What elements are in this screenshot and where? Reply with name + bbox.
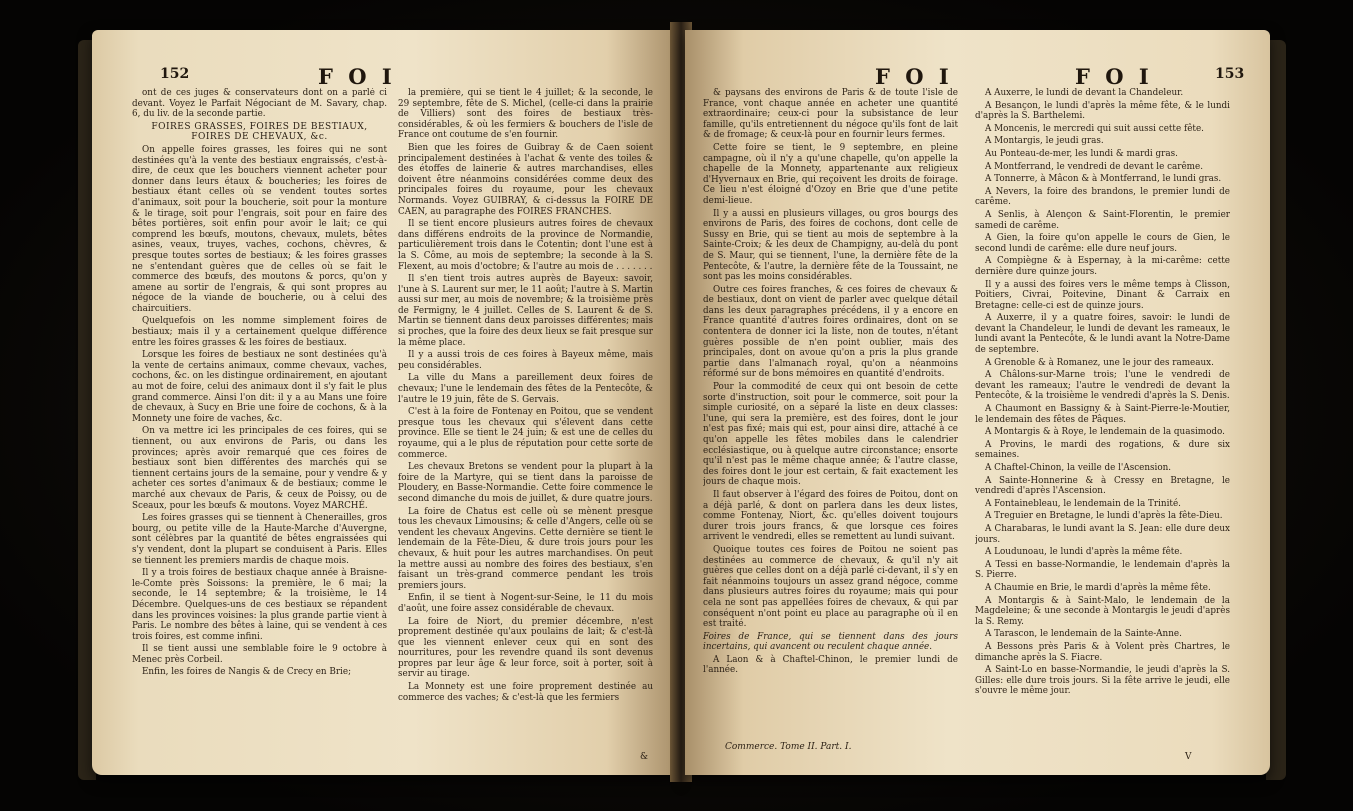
paragraph: A Auxerre, il y a quatre foires, savoir: le lundi de devant la Chandeleur, le lundi de devant les rameaux, le lundi avant la Pentecôte, & le lundi avant la Notre-Dame de septembre.: [975, 313, 1230, 356]
paragraph: Foires de France, qui se tiennent dans des jours incertains, qui avancent ou reculent chaque année.: [703, 631, 958, 653]
paragraph: A Tessi en basse-Normandie, le lendemain d'après la S. Pierre.: [975, 559, 1230, 581]
paragraph: A Grenoble & à Romanez, une le jour des rameaux.: [985, 357, 1214, 368]
paragraph: A Montferrand, le vendredi de devant le carême.: [985, 161, 1204, 172]
paragraph: Les chevaux Bretons se vendent pour la plupart à la foire de la Martyre, qui se tient dans la paroisse de Ploudery, en Basse-Normandie. Cette foire commence le second dimanche du mois de juillet, & dure quatre jours.: [398, 462, 653, 504]
left-page: [92, 30, 677, 775]
paragraph: La foire de Chatus est celle où se mènent presque tous les chevaux Limousins; & celle d'Angers, celle où se vendent les chevaux Angevins. Cette dernière se tient le lendemain de la Fête-Dieu, & dure trois jours pour les chevaux, & huit pour les autres marchandises. On peut la mettre aussi au nombre des foires des bestiaux, s'en faisant un très-grand commerce pendant les trois premiers jours.: [398, 506, 653, 591]
paragraph: A Bessons près Paris & à Volent près Chartres, le dimanche après la S. Fiacre.: [975, 641, 1230, 663]
paragraph: A Treguier en Bretagne, le lundi d'après la fête-Dieu.: [985, 511, 1223, 522]
paragraph: Quoique toutes ces foires de Poitou ne soient pas destinées au commerce de chevaux, & qu'il n'y ait guères que celles dont on a déjà parlé ci-devant, il s'y en fait néanmoins toujours un assez grand négoce, comme dans plusieurs autres foires du royaume; mais qui pour cela ne sont pas appellées foires de chevaux, & qui par conséquent n'ont point eu place au paragraphe où il en est traité.: [703, 544, 958, 630]
paragraph: Il se tient encore plusieurs autres foires de chevaux dans différens endroits de la province de Normandie, particulièrement trois dans le Cotentin; dont l'une est à la S. Côme, au mois de septembre; la seconde à la S. Flexent, au mois d'octobre; & l'autre au mois de . . . . . . .: [398, 219, 653, 272]
paragraph: A Montargis & à Saint-Malo, le lendemain de la Magdeleine; & une seconde à Montargis le jeudi d'après la S. Remy.: [975, 595, 1230, 627]
running-head-repeat: F O I: [1075, 64, 1153, 89]
paragraph: Bien que les foires de Guibray & de Caen soient principalement destinées à l'achat & vente des toiles & des étoffes de lainerie & autres marchandises, elles doivent être néanmoins considérées comme deux des principales foires du royaume, pour les chevaux Normands. Voyez GUIBRAY, & ci-dessus la FOIRE DE CAEN, au paragraphe des FOIRES FRANCHES.: [398, 142, 653, 217]
page-number: 152: [160, 66, 190, 82]
paragraph: Les foires grasses qui se tiennent à Chenerailles, gros bourg, ou petite ville de la Haute-Marche d'Auvergne, sont célèbres par la quantité de bêtes engraissées qui s'y vendent, dont la plupart se conduisent à Paris. Elles se tiennent les premiers mardis de chaque mois.: [132, 513, 387, 566]
right-page: [685, 30, 1270, 775]
paragraph: Outre ces foires franches, & ces foires de chevaux & de bestiaux, dont on vient de parler avec quelque détail dans les deux paragraphes précédens, il y a encore en France quantité d'autres foires ordinaires, dont on se contentera de donner ici la liste, non de toutes, n'étant guères possible de n'en point oublier, mais des principales, dont on avoue qu'on a pris la plus grande partie dans l'almanach royal, qu'on a néanmoins réformé sur de bons mémoires en quantité d'endroits.: [703, 284, 958, 380]
paragraph: A Nevers, la foire des brandons, le premier lundi de carême.: [975, 186, 1230, 208]
paragraph: Cette foire se tient, le 9 septembre, en pleine campagne, où il n'y a qu'une chapelle, qu'on appelle la chapelle de la Monnety, appartenante aux religieux d'Hyvernaux en Brie, qui reçoivent les droits de foirage. Ce lieu n'est éloigné d'Ozoy en Brie que d'une petite demi-lieue.: [703, 142, 958, 206]
paragraph: FOIRES GRASSES, FOIRES DE BESTIAUX, FOIRES DE CHEVAUX, &c.: [151, 121, 368, 143]
paragraph: A Chaftel-Chinon, la veille de l'Ascension.: [985, 463, 1172, 473]
paragraph: A Auxerre, le lundi de devant la Chandeleur.: [985, 88, 1184, 98]
right-column-a: [703, 88, 958, 738]
signature-mark: V: [1185, 752, 1192, 762]
page-number: 153: [1215, 66, 1245, 82]
paragraph: On appelle foires grasses, les foires qui ne sont destinées qu'à la vente des bestiaux engraissés, c'est-à-dire, de ceux que les bouchers viennent acheter pour donner dans leurs étaux & boucheries; les foires de bestiaux étant celles où se vendent toutes sortes d'animaux, soit pour la boucherie, soit pour la monture & le tirage, soit pour l'engrais, soit pour en faire des bêtes portières, soit enfin pour avoir le lait; ce qui comprend les bœufs, moutons, chevaux, mulets, bêtes asines, veaux, truyes, vaches, cochons, chèvres, & presque toutes sortes de bestiaux; & les foires grasses ne s'entendant guères que de celles où se fait le commerce des bœufs, des moutons & porcs, qu'on y amene au sortir de l'engrais, & qui sont propres au négoce de la viande de boucherie, ou à celui des chaircuitiers.: [132, 144, 387, 314]
paragraph: A Chaumie en Brie, le mardi d'après la même fête.: [985, 582, 1211, 593]
paragraph: A Charabaras, le lundi avant la S. Jean: elle dure deux jours.: [975, 523, 1230, 545]
paragraph: Il se tient aussi une semblable foire le 9 octobre à Menec près Corbeil.: [132, 644, 387, 665]
paragraph: Enfin, les foires de Nangis & de Crecy en Brie;: [142, 667, 352, 678]
paragraph: A Senlis, à Alençon & Saint-Florentin, le premier samedi de carême.: [975, 209, 1230, 231]
left-column-a: [132, 88, 387, 748]
footer-title: Commerce. Tome II. Part. I.: [725, 742, 852, 752]
paragraph: A Montargis & à Roye, le lendemain de la quasimodo.: [985, 427, 1225, 438]
paragraph: Il y a trois foires de bestiaux chaque année à Braisne-le-Comte près Soissons: la première, le 6 mai; la seconde, le 14 septembre; & la troisième, le 14 Décembre. Quelques-uns de ces bestiaux se répandent dans les provinces voisines: la plus grande partie vient à Paris. Le nombre des bêtes à laine, qui se vendent à ces trois foires, est comme infini.: [132, 568, 387, 642]
paragraph: Il s'en tient trois autres auprès de Bayeux: savoir, l'une à S. Laurent sur mer, le 11 août; l'autre à S. Martin aussi sur mer, au mois de novembre; & la troisième près de Fermigny, le 4 juillet. Celles de S. Laurent & de S. Martin se tiennent dans deux paroisses différentes; mais si proches, que la foire des deux lieux se fait presque sur la même place.: [398, 274, 653, 348]
paragraph: A Chaumont en Bassigny & à Saint-Pierre-le-Moutier, le lendemain des fêtes de Pâques.: [975, 404, 1230, 425]
paragraph: Au Ponteau-de-mer, les lundi & mardi gras.: [985, 148, 1178, 159]
paragraph: A Sainte-Honnerine & à Cressy en Bretagne, le vendredi d'après l'Ascension.: [975, 475, 1230, 497]
paragraph: A Provins, le mardi des rogations, & dure six semaines.: [975, 439, 1230, 461]
paragraph: A Loudunoau, le lundi d'après la même fête.: [985, 547, 1183, 558]
paragraph: Il faut observer à l'égard des foires de Poitou, dont on a déjà parlé, & dont on parlera dans les deux listes, comme Fontenay, Niort, &c. qu'elles doivent toujours durer trois jours francs, & que lorsque ces foires arrivent le vendredi, elles se remettent au lundi suivant.: [703, 489, 958, 543]
right-column-b: [975, 88, 1230, 748]
running-head: F O I: [318, 64, 396, 89]
paragraph: Enfin, il se tient à Nogent-sur-Seine, le 11 du mois d'août, une foire assez considérable de chevaux.: [398, 593, 653, 614]
paragraph: On va mettre ici les principales de ces foires, qui se tiennent, ou aux environs de Paris, ou dans les provinces; après avoir remarqué que ces foires de bestiaux sont bien différentes des marchés qui se tiennent certains jours de la semaine, pour y vendre & y acheter ces sortes d'animaux & de bestiaux; comme le marché aux chevaux de Paris, & ceux de Poissy, ou de Sceaux, pour les bœufs & moutons. Voyez MARCHÉ.: [132, 426, 387, 511]
paragraph: La foire de Niort, du premier décembre, n'est proprement destinée qu'aux poulains de lait; & c'est-là que les viennent enlever ceux qui en sont des nourritures, pour les revendre quand ils sont devenus propres par leur âge & leur force, soit à porter, soit à servir au tirage.: [398, 616, 653, 680]
paragraph: A Fontainebleau, le lendemain de la Trinité.: [985, 498, 1181, 509]
paragraph: A Besançon, le lundi d'après la même fête, & le lundi d'après la S. Barthelemi.: [975, 100, 1230, 122]
paragraph: A Laon & à Chaftel-Chinon, le premier lundi de l'année.: [703, 654, 958, 676]
left-column-b: [398, 88, 653, 748]
paragraph: Pour la commodité de ceux qui ont besoin de cette sorte d'instruction, soit pour le commerce, soit pour la simple curiosité, on a séparé la liste en deux classes: l'une, qui sera la première, est des foires, dont le jour n'est pas fixé; mais qui est, pour ainsi dire, attaché à ce qu'on appelle les fêtes mobiles dans le calendrier ecclésiastique, ou à quelque autre circonstance; ensorte qu'il n'est pas le même chaque année; & l'autre classe, des foires dont le jour est certain, & fait exactement les jours de chaque mois.: [703, 382, 958, 488]
paragraph: & paysans des environs de Paris & de toute l'isle de France, vont chaque année en acheter une quantité extraordinaire; ceux-ci pour la subsistance de leur famille, qu'ils entretiennent du négoce qu'ils font de lait & de fromage; & ceux-là pour en fournir leurs fermes.: [703, 88, 958, 141]
paragraph: Il y a aussi des foires vers le même temps à Clisson, Poitiers, Civrai, Poitevine, Dinant & Carraix en Bretagne: celle-ci est de quinze jours.: [975, 279, 1230, 311]
paragraph: A Tarascon, le lendemain de la Sainte-Anne.: [985, 629, 1182, 640]
paragraph: A Tonnerre, à Mâcon & à Montferrand, le lundi gras.: [985, 174, 1222, 185]
paragraph: ont de ces juges & conservateurs dont on a parlé ci devant. Voyez le Parfait Négociant de M. Savary, chap. 6, du liv. de la seconde partie.: [132, 88, 387, 120]
paragraph: la première, qui se tient le 4 juillet; & la seconde, le 29 septembre, fête de S. Michel, (celle-ci dans la prairie de Villiers) sont des foires de bestiaux très-considérables, & où les fermiers & bouchers de l'isle de France ont coutume de s'en fournir.: [398, 88, 653, 141]
running-head: F O I: [875, 64, 953, 89]
paragraph: C'est à la foire de Fontenay en Poitou, que se vendent presque tous les chevaux qui s'élevent dans cette province. Elle se tient le 24 juin; & est une de celles du royaume, qui a le plus de réputation pour cette sorte de commerce.: [398, 407, 653, 460]
paragraph: Lorsque les foires de bestiaux ne sont destinées qu'à la vente de certains animaux, comme chevaux, vaches, cochons, &c. on les distingue ordinairement, en ajoutant au mot de foire, celui des animaux dont il s'y fait le plus grand commerce. Ainsi l'on dit: il y a au Mans une foire de chevaux, à Sucy en Brie une foire de cochons, & à la Monnety une foire de vaches, &c.: [132, 350, 387, 424]
paragraph: La ville du Mans a pareillement deux foires de chevaux; l'une le lendemain des fêtes de la Pentecôte, & l'autre le 19 juin, fête de S. Gervais.: [398, 373, 653, 405]
paragraph: A Châlons-sur-Marne trois; l'une le vendredi de devant les rameaux; l'autre le vendredi de devant la Pentecôte, & la troisième le vendredi d'après la S. Denis.: [975, 370, 1230, 402]
open-book: [92, 30, 1270, 790]
paragraph: A Montargis, le jeudi gras.: [985, 136, 1104, 147]
paragraph: Il y a aussi en plusieurs villages, ou gros bourgs des environs de Paris, des foires de cochons, dont celle de Sussy en Brie, qui se tient au mois de septembre à la Sainte-Croix; & les deux de Champigny, au-delà du pont de S. Maur, qui se tiennent, l'une, la dernière fête de la Pentecôte, & l'autre, la dernière fête de la Toussaint, ne sont pas les moins considérables.: [703, 208, 958, 283]
paragraph: A Moncenis, le mercredi qui suit aussi cette fête.: [985, 123, 1204, 134]
paragraph: Quelquefois on les nomme simplement foires de bestiaux; mais il y a certainement quelque différence entre les foires grasses & les foires de bestiaux.: [132, 316, 387, 348]
catchword: &: [640, 752, 649, 762]
paragraph: A Saint-Lo en basse-Normandie, le jeudi d'après la S. Gilles: elle dure trois jours. Si la fête arrive le jeudi, elle s'ouvre le même jour.: [975, 665, 1230, 697]
paragraph: La Monnety est une foire proprement destinée au commerce des vaches; & c'est-là que les fermiers: [398, 682, 653, 703]
paragraph: A Gien, la foire qu'on appelle le cours de Gien, le second lundi de carême: elle dure neuf jours.: [975, 233, 1230, 254]
paragraph: A Compiègne & à Espernay, à la mi-carême: cette dernière dure quinze jours.: [975, 256, 1230, 277]
paragraph: Il y a aussi trois de ces foires à Bayeux même, mais peu considérables.: [398, 350, 653, 371]
